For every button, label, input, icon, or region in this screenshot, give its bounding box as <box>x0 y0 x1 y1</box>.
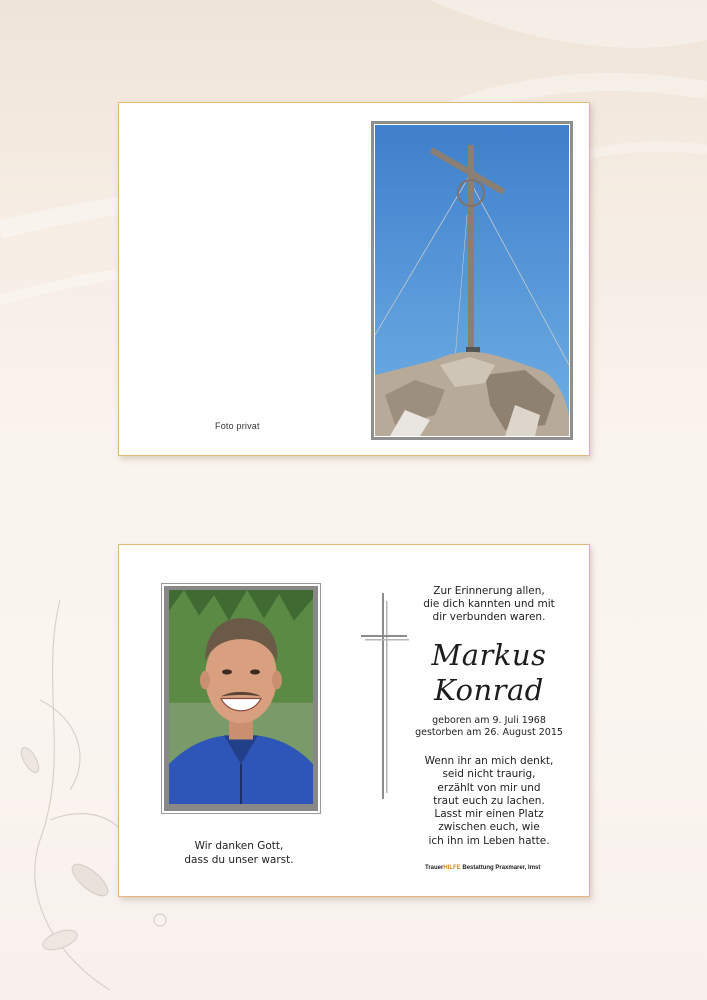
first-name: Markus <box>431 638 547 672</box>
thanks-line-2: dass du unser warst. <box>184 854 294 866</box>
portrait-photo <box>169 590 313 804</box>
poem-line: zwischen euch, wie <box>438 821 540 834</box>
life-dates <box>409 715 569 739</box>
portrait-photo-frame <box>161 583 321 814</box>
credit-rest: Bestattung Praxmarer, Imst <box>462 865 541 871</box>
memorial-line-1: Zur Erinnerung allen, <box>433 585 545 597</box>
inner-card <box>118 544 590 897</box>
summit-photo-frame <box>371 121 573 440</box>
memorial-line-2: die dich kannten und mit <box>423 598 555 610</box>
obituary-text <box>409 585 569 848</box>
death-date: gestorben am 26. August 2015 <box>415 727 563 738</box>
thanks-line-1: Wir danken Gott, <box>194 840 284 852</box>
last-name: Konrad <box>434 673 544 707</box>
photo-credit: Foto privat <box>215 421 260 431</box>
poem-line: erzählt von mir und <box>437 781 541 794</box>
funeral-home-credit <box>425 865 585 871</box>
cross-icon <box>359 593 411 799</box>
thanks-text <box>179 839 299 867</box>
poem <box>409 755 569 848</box>
poem-line: Lasst mir einen Platz <box>434 808 544 821</box>
brand-accent: HILFE <box>443 865 461 871</box>
front-card <box>118 102 590 456</box>
summit-cross-photo <box>375 125 569 436</box>
deceased-name <box>409 638 569 708</box>
poem-line: seid nicht traurig, <box>442 768 536 781</box>
poem-line: traut euch zu lachen. <box>433 794 545 807</box>
brand-prefix: Trauer <box>425 865 444 871</box>
birth-date: geboren am 9. Juli 1968 <box>432 715 546 726</box>
poem-line: ich ihn im Leben hatte. <box>428 834 550 847</box>
poem-line: Wenn ihr an mich denkt, <box>424 755 554 767</box>
memorial-line-3: dir verbunden waren. <box>432 611 546 623</box>
